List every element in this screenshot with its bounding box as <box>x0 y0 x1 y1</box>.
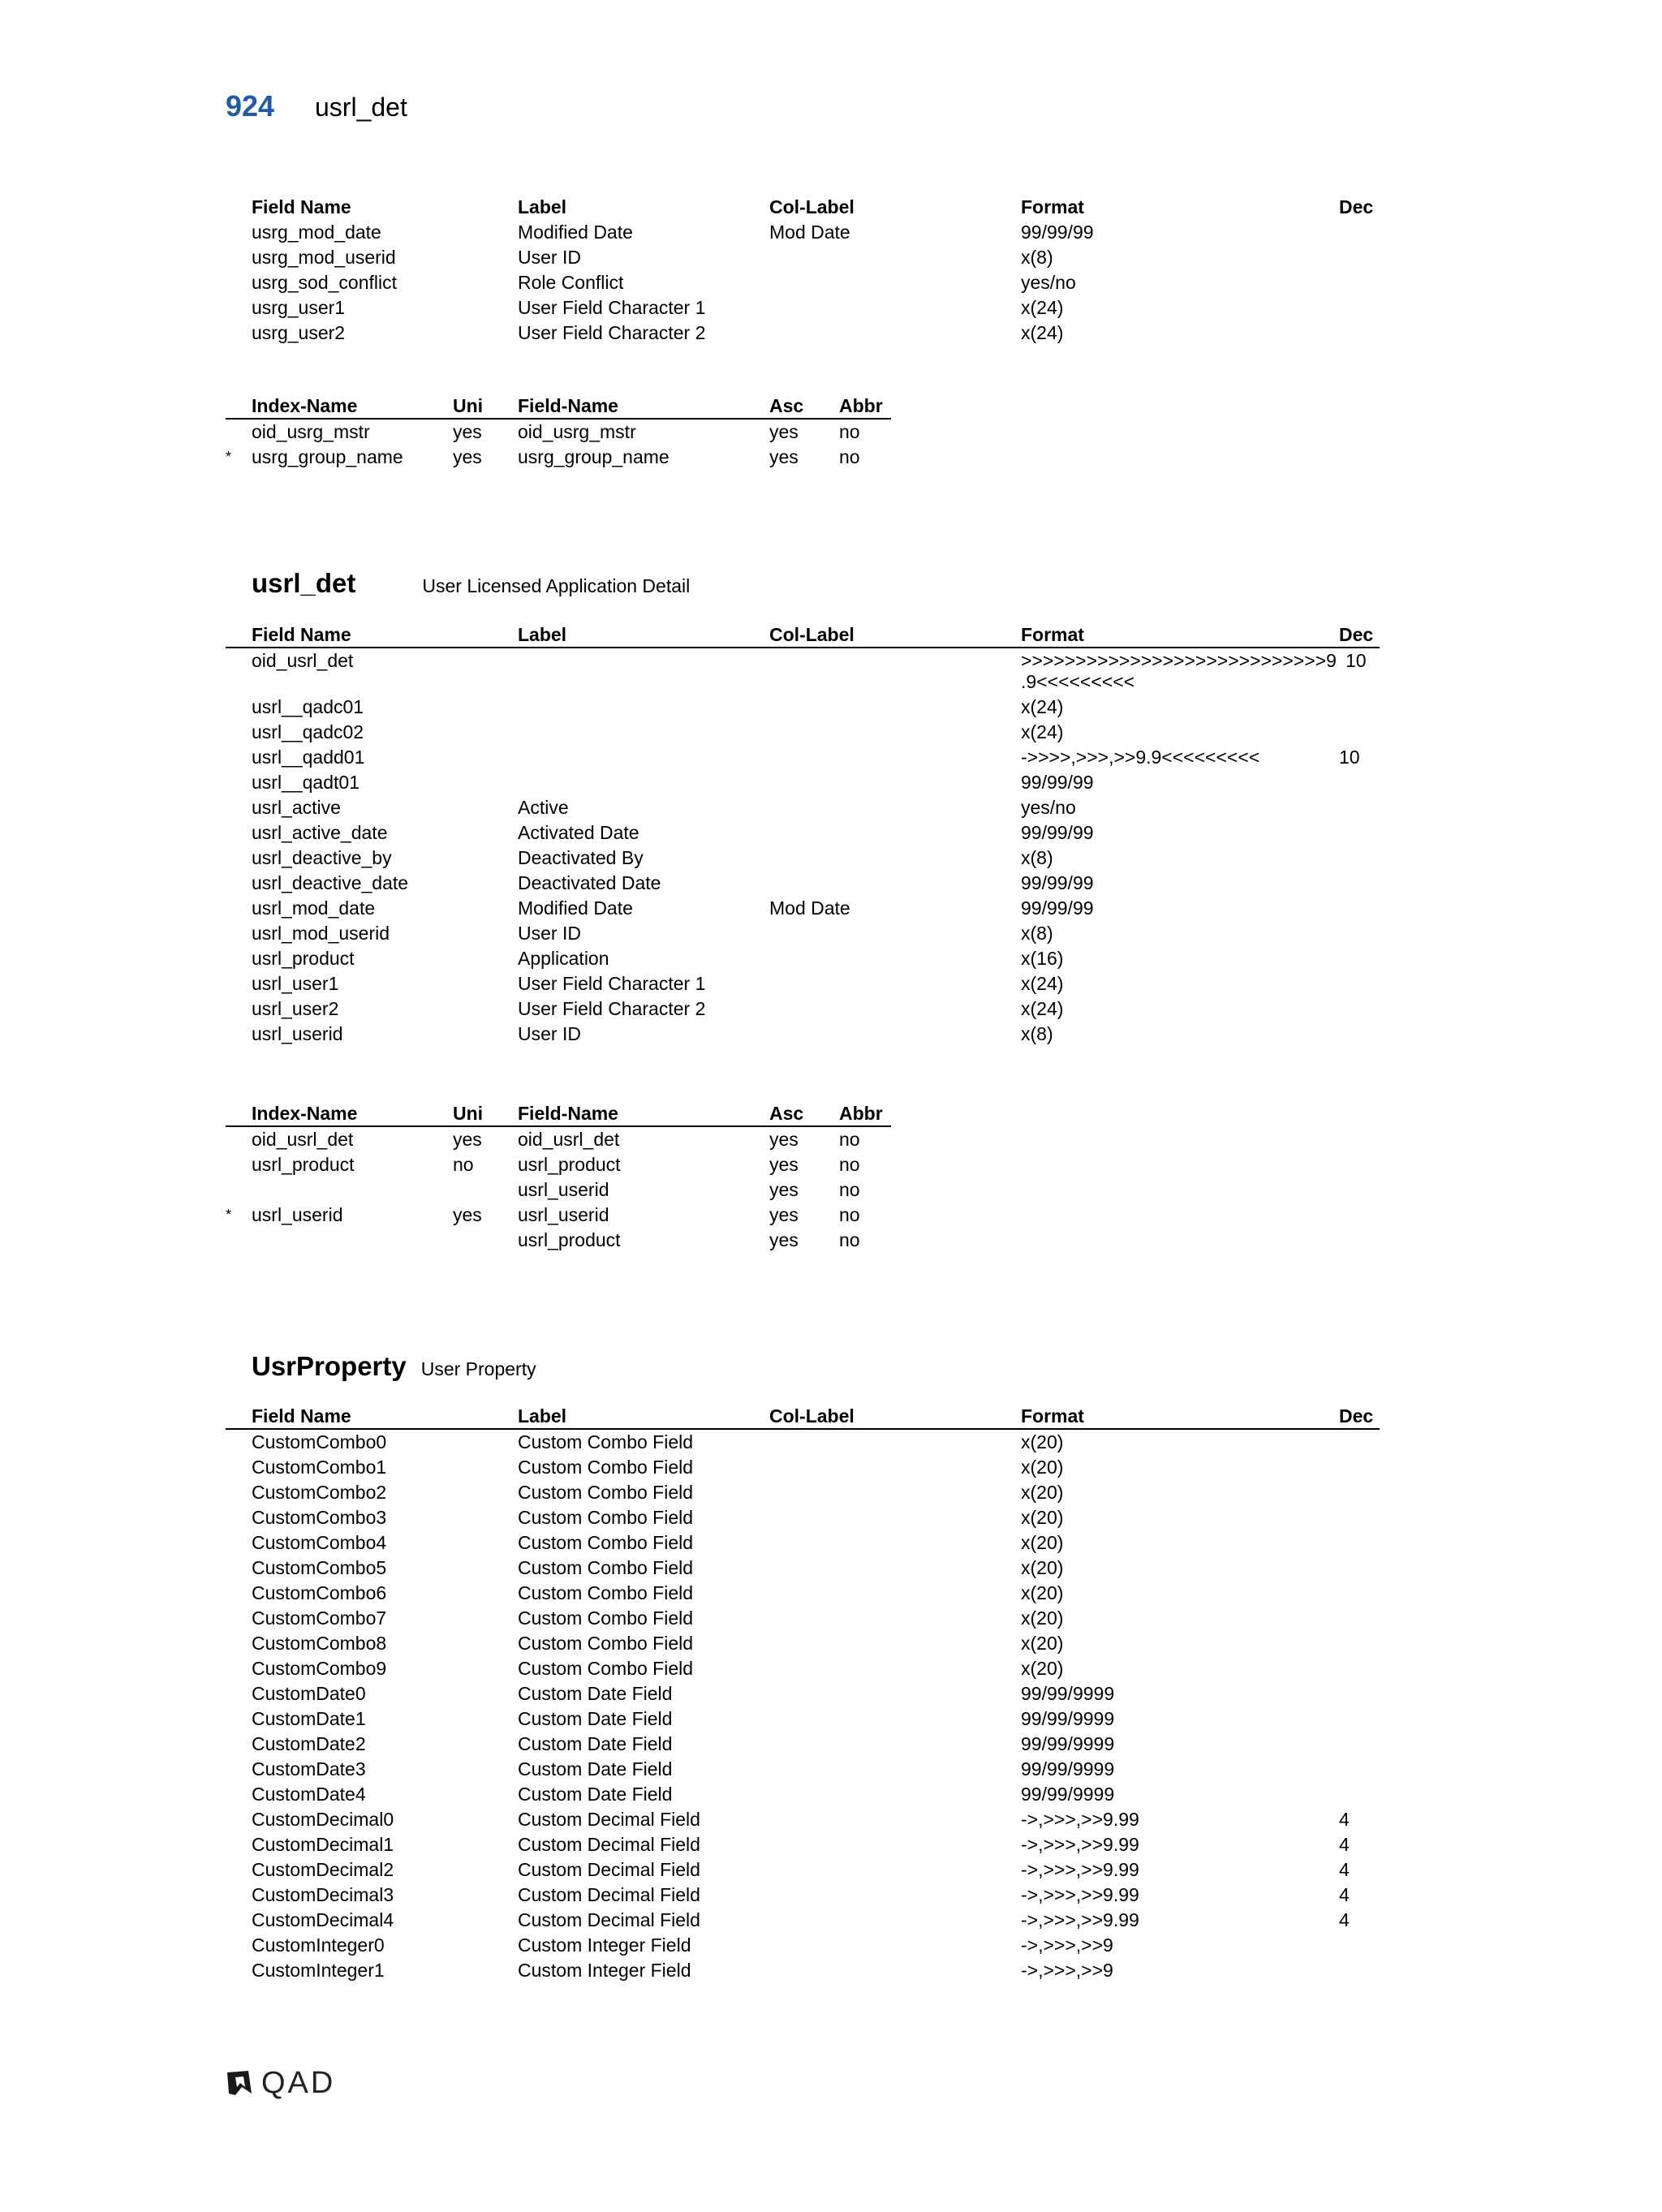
table-row <box>226 1430 1380 1455</box>
field-label: Custom Combo Field <box>518 1532 694 1553</box>
field-label: Custom Date Field <box>518 1683 673 1704</box>
field-label: Custom Combo Field <box>518 1431 694 1452</box>
page-number: 924 <box>226 89 275 123</box>
index-header-row <box>226 1101 891 1127</box>
field-name: CustomDecimal1 <box>252 1834 394 1855</box>
field-format: 99/99/9999 <box>1021 1708 1115 1729</box>
field-format: x(16) <box>1021 948 1064 969</box>
field-name: usrl_deactive_date <box>252 872 409 893</box>
field-label: Deactivated By <box>518 847 644 868</box>
index-abbr: no <box>839 1179 860 1200</box>
field-name: usrl__qadc02 <box>252 721 364 742</box>
field-format: x(24) <box>1021 998 1064 1019</box>
field-dec: 4 <box>1339 1809 1350 1830</box>
index-unique: yes <box>453 421 482 442</box>
field-name: usrl_user2 <box>252 998 339 1019</box>
index-abbr: no <box>839 1154 860 1175</box>
field-name: CustomDecimal0 <box>252 1809 394 1830</box>
field-format: ->,>>>,>>9 <box>1021 1960 1113 1981</box>
table-row <box>226 270 1380 295</box>
field-format: yes/no <box>1021 797 1076 818</box>
col-col-label: Col-Label <box>769 624 855 645</box>
field-name: usrl__qadc01 <box>252 696 364 717</box>
field-name: CustomDate4 <box>252 1784 366 1805</box>
fields-header-row <box>226 195 1380 220</box>
field-format: 99/99/9999 <box>1021 1733 1115 1754</box>
section-title-usrproperty <box>252 1351 536 1382</box>
fields-body <box>226 1430 1380 1983</box>
col-index-name: Index-Name <box>252 395 358 416</box>
field-format: ->,>>>,>>9.99 <box>1021 1909 1139 1930</box>
field-name: CustomDate1 <box>252 1708 366 1729</box>
field-format: 99/99/99 <box>1021 222 1094 243</box>
field-format: x(8) <box>1021 247 1053 268</box>
table-row <box>226 1228 891 1253</box>
field-dec: 4 <box>1339 1859 1350 1880</box>
col-format: Format <box>1021 196 1084 217</box>
field-label: Custom Combo Field <box>518 1582 694 1603</box>
table-row <box>226 1480 1380 1505</box>
table-row <box>226 1782 1380 1807</box>
field-dec: 4 <box>1339 1834 1350 1855</box>
table-description: User Licensed Application Detail <box>422 575 691 596</box>
section-title-usrl-det <box>252 568 690 599</box>
field-label: Custom Decimal Field <box>518 1809 700 1830</box>
table-row <box>226 1706 1380 1732</box>
field-label: User Field Character 2 <box>518 322 706 343</box>
field-col-label: Mod Date <box>769 222 850 243</box>
col-index-field-name: Field-Name <box>518 1103 618 1124</box>
field-name: usrg_user1 <box>252 297 346 318</box>
table-row <box>226 695 1380 720</box>
field-name: usrl__qadt01 <box>252 772 360 793</box>
index-field-name: usrl_userid <box>518 1204 609 1225</box>
index-asc: yes <box>769 1154 799 1175</box>
table-row <box>226 1908 1380 1933</box>
field-label: User ID <box>518 247 581 268</box>
fields-body <box>226 648 1380 1047</box>
index-abbr: no <box>839 446 860 467</box>
col-index-field-name: Field-Name <box>518 395 618 416</box>
field-format: x(20) <box>1021 1582 1064 1603</box>
table-row <box>226 1732 1380 1757</box>
table-row <box>226 1556 1380 1581</box>
usrg-index-table <box>226 394 891 470</box>
field-label: User ID <box>518 1023 581 1044</box>
field-label: User Field Character 1 <box>518 973 706 994</box>
field-format: ->,>>>,>>9.99 <box>1021 1834 1139 1855</box>
field-format: x(20) <box>1021 1557 1064 1578</box>
field-label: Custom Combo Field <box>518 1457 694 1478</box>
field-format: x(24) <box>1021 696 1064 717</box>
table-row <box>226 669 1380 695</box>
field-name: usrl_deactive_by <box>252 847 392 868</box>
index-field-name: usrl_product <box>518 1154 621 1175</box>
field-format: ->,>>>,>>9.99 <box>1021 1884 1139 1905</box>
field-label: Custom Date Field <box>518 1708 673 1729</box>
table-row <box>226 420 891 445</box>
field-label: User Field Character 1 <box>518 297 706 318</box>
index-unique: yes <box>453 446 482 467</box>
field-format: x(24) <box>1021 721 1064 742</box>
field-name: CustomCombo1 <box>252 1457 387 1478</box>
table-row <box>226 971 1380 996</box>
field-format: yes/no <box>1021 272 1076 293</box>
field-label: Custom Decimal Field <box>518 1859 700 1880</box>
field-name: usrl_product <box>252 948 355 969</box>
col-format: Format <box>1021 1405 1084 1427</box>
field-dec: 4 <box>1339 1909 1350 1930</box>
table-description: User Property <box>420 1358 536 1379</box>
field-label: Custom Decimal Field <box>518 1884 700 1905</box>
field-name: CustomCombo5 <box>252 1557 387 1578</box>
field-format: x(24) <box>1021 322 1064 343</box>
table-row <box>226 846 1380 871</box>
table-row <box>226 321 1380 346</box>
table-row <box>226 1581 1380 1606</box>
field-label: Custom Decimal Field <box>518 1909 700 1930</box>
page-title: usrl_det <box>315 93 407 122</box>
col-abbr: Abbr <box>839 1103 883 1124</box>
index-field-name: usrl_userid <box>518 1179 609 1200</box>
field-label: Custom Date Field <box>518 1733 673 1754</box>
table-row <box>226 1152 891 1177</box>
field-format: .9<<<<<<<<< <box>1021 671 1135 692</box>
field-name: CustomCombo8 <box>252 1633 387 1654</box>
index-abbr: no <box>839 1129 860 1150</box>
index-abbr: no <box>839 1204 860 1225</box>
field-name: usrg_mod_userid <box>252 247 396 268</box>
index-abbr: no <box>839 421 860 442</box>
table-row <box>226 871 1380 896</box>
index-header-row <box>226 394 891 420</box>
fields-header-row <box>226 1404 1380 1430</box>
field-name: CustomCombo2 <box>252 1482 387 1503</box>
col-field-name: Field Name <box>252 624 351 645</box>
table-row <box>226 1807 1380 1832</box>
field-label: Custom Combo Field <box>518 1633 694 1654</box>
field-name: CustomDecimal3 <box>252 1884 394 1905</box>
field-name: CustomCombo7 <box>252 1607 387 1629</box>
field-label: Custom Combo Field <box>518 1658 694 1679</box>
field-format: ->,>>>,>>9.99 <box>1021 1859 1139 1880</box>
col-asc: Asc <box>769 1103 804 1124</box>
table-row <box>226 220 1380 245</box>
table-name: UsrProperty <box>252 1351 407 1381</box>
index-unique: yes <box>453 1204 482 1225</box>
usrl-det-fields-table <box>226 622 1380 1047</box>
field-format: x(8) <box>1021 847 1053 868</box>
index-field-name: oid_usrl_det <box>518 1129 620 1150</box>
table-row <box>226 1203 891 1228</box>
field-label: Modified Date <box>518 897 633 919</box>
index-unique: no <box>453 1154 474 1175</box>
field-label: Modified Date <box>518 222 633 243</box>
field-label: Activated Date <box>518 822 639 843</box>
field-label: Custom Decimal Field <box>518 1834 700 1855</box>
field-format: 99/99/99 <box>1021 872 1094 893</box>
index-name: usrl_product <box>252 1154 355 1175</box>
field-format: x(8) <box>1021 1023 1053 1044</box>
table-row <box>226 1455 1380 1480</box>
table-row <box>226 1656 1380 1681</box>
field-name: CustomDate0 <box>252 1683 366 1704</box>
index-abbr: no <box>839 1229 860 1250</box>
field-label: Application <box>518 948 609 969</box>
table-row <box>226 1857 1380 1883</box>
col-uni: Uni <box>453 1103 484 1124</box>
field-label: User ID <box>518 923 581 944</box>
field-name: usrl_user1 <box>252 973 339 994</box>
table-row <box>226 921 1380 946</box>
col-dec: Dec <box>1339 624 1374 645</box>
index-asc: yes <box>769 1129 799 1150</box>
field-format: x(24) <box>1021 297 1064 318</box>
field-format: x(20) <box>1021 1607 1064 1629</box>
field-name: usrl_active <box>252 797 341 818</box>
index-field-name: usrg_group_name <box>518 446 670 467</box>
field-col-label: Mod Date <box>769 897 850 919</box>
table-name: usrl_det <box>252 568 356 598</box>
index-name: usrg_group_name <box>252 446 403 467</box>
table-row <box>226 1022 1380 1047</box>
col-col-label: Col-Label <box>769 196 855 217</box>
fields-body <box>226 220 1380 346</box>
field-name: CustomInteger0 <box>252 1934 385 1956</box>
col-format: Format <box>1021 624 1084 645</box>
index-body <box>226 1127 891 1253</box>
field-format: ->,>>>,>>9 <box>1021 1934 1113 1956</box>
field-dec: 4 <box>1339 1884 1350 1905</box>
usrg-fields-table <box>226 195 1380 346</box>
col-label: Label <box>518 1405 567 1427</box>
field-label: Custom Combo Field <box>518 1482 694 1503</box>
field-label: Custom Combo Field <box>518 1607 694 1629</box>
field-label: Custom Integer Field <box>518 1934 691 1956</box>
table-row <box>226 1530 1380 1556</box>
field-label: Role Conflict <box>518 272 624 293</box>
field-format: x(24) <box>1021 973 1064 994</box>
field-name: usrg_mod_date <box>252 222 381 243</box>
index-name: usrl_userid <box>252 1204 343 1225</box>
field-label: Custom Combo Field <box>518 1557 694 1578</box>
index-name: oid_usrg_mstr <box>252 421 370 442</box>
table-row <box>226 996 1380 1022</box>
col-dec: Dec <box>1339 1405 1374 1427</box>
field-label: Custom Date Field <box>518 1784 673 1805</box>
field-name: usrg_user2 <box>252 322 346 343</box>
fields-header-row <box>226 622 1380 648</box>
table-row <box>226 1883 1380 1908</box>
qad-logo-icon <box>226 2069 253 2097</box>
field-format: 99/99/99 <box>1021 822 1094 843</box>
index-body <box>226 420 891 470</box>
table-row <box>226 1505 1380 1530</box>
field-name: CustomInteger1 <box>252 1960 385 1981</box>
logo-text: QAD <box>261 2066 336 2100</box>
table-row <box>226 896 1380 921</box>
field-format: x(20) <box>1021 1457 1064 1478</box>
table-row <box>226 1832 1380 1857</box>
field-name: CustomDecimal4 <box>252 1909 394 1930</box>
field-name: usrl__qadd01 <box>252 747 365 768</box>
table-row <box>226 445 891 470</box>
table-row <box>226 1933 1380 1958</box>
col-uni: Uni <box>453 395 484 416</box>
table-row <box>226 1127 891 1152</box>
field-format: ->,>>>,>>9.99 <box>1021 1809 1139 1830</box>
field-format: x(20) <box>1021 1633 1064 1654</box>
table-row <box>226 245 1380 270</box>
field-name: usrl_mod_userid <box>252 923 390 944</box>
table-row <box>226 820 1380 846</box>
col-dec: Dec <box>1339 196 1374 217</box>
index-field-name: usrl_product <box>518 1229 621 1250</box>
index-name: oid_usrl_det <box>252 1129 354 1150</box>
col-field-name: Field Name <box>252 1405 351 1427</box>
field-label: Custom Combo Field <box>518 1507 694 1528</box>
usrproperty-fields-table <box>226 1404 1380 1983</box>
table-row <box>226 1958 1380 1983</box>
field-format: 99/99/99 <box>1021 897 1094 919</box>
col-asc: Asc <box>769 395 804 416</box>
col-field-name: Field Name <box>252 196 351 217</box>
field-format: >>>>>>>>>>>>>>>>>>>>>>>>>>>>9 <box>1021 650 1337 671</box>
index-unique: yes <box>453 1129 482 1150</box>
field-format: x(20) <box>1021 1507 1064 1528</box>
field-name: CustomCombo6 <box>252 1582 387 1603</box>
field-format: 99/99/99 <box>1021 772 1094 793</box>
table-row <box>226 295 1380 321</box>
field-name: oid_usrl_det <box>252 650 354 671</box>
field-name: CustomDate2 <box>252 1733 366 1754</box>
field-dec: 10 <box>1346 650 1367 671</box>
field-name: CustomCombo0 <box>252 1431 387 1452</box>
table-row <box>226 745 1380 770</box>
index-asc: yes <box>769 1204 799 1225</box>
field-name: CustomCombo9 <box>252 1658 387 1679</box>
table-row <box>226 1606 1380 1631</box>
col-index-name: Index-Name <box>252 1103 358 1124</box>
index-asc: yes <box>769 421 799 442</box>
table-row <box>226 770 1380 795</box>
field-format: 99/99/9999 <box>1021 1784 1115 1805</box>
index-asc: yes <box>769 446 799 467</box>
field-name: CustomDate3 <box>252 1758 366 1779</box>
usrl-det-index-table <box>226 1101 891 1253</box>
field-label: Active <box>518 797 569 818</box>
field-name: usrl_mod_date <box>252 897 376 919</box>
field-format: x(20) <box>1021 1532 1064 1553</box>
field-name: CustomDecimal2 <box>252 1859 394 1880</box>
table-row <box>226 720 1380 745</box>
field-format: x(20) <box>1021 1658 1064 1679</box>
table-row <box>226 1681 1380 1706</box>
table-row <box>226 1177 891 1203</box>
col-col-label: Col-Label <box>769 1405 855 1427</box>
table-row <box>226 795 1380 820</box>
field-label: Custom Date Field <box>518 1758 673 1779</box>
field-format: 99/99/9999 <box>1021 1683 1115 1704</box>
field-name: CustomCombo3 <box>252 1507 387 1528</box>
field-format: 99/99/9999 <box>1021 1758 1115 1779</box>
field-format: x(8) <box>1021 923 1053 944</box>
primary-index-marker: * <box>226 1207 232 1223</box>
field-format: ->>>>,>>>,>>9.9<<<<<<<<< <box>1021 747 1260 768</box>
table-row <box>226 1757 1380 1782</box>
field-name: CustomCombo4 <box>252 1532 387 1553</box>
field-name: usrl_active_date <box>252 822 388 843</box>
index-asc: yes <box>769 1179 799 1200</box>
primary-index-marker: * <box>226 449 232 465</box>
table-row <box>226 946 1380 971</box>
col-label: Label <box>518 624 567 645</box>
field-format: x(20) <box>1021 1431 1064 1452</box>
index-field-name: oid_usrg_mstr <box>518 421 636 442</box>
field-format: x(20) <box>1021 1482 1064 1503</box>
field-label: Custom Integer Field <box>518 1960 691 1981</box>
table-row <box>226 1631 1380 1656</box>
field-label: User Field Character 2 <box>518 998 706 1019</box>
col-abbr: Abbr <box>839 395 883 416</box>
field-name: usrg_sod_conflict <box>252 272 397 293</box>
field-dec: 10 <box>1339 747 1360 768</box>
field-name: usrl_userid <box>252 1023 343 1044</box>
field-label: Deactivated Date <box>518 872 661 893</box>
col-label: Label <box>518 196 567 217</box>
index-asc: yes <box>769 1229 799 1250</box>
